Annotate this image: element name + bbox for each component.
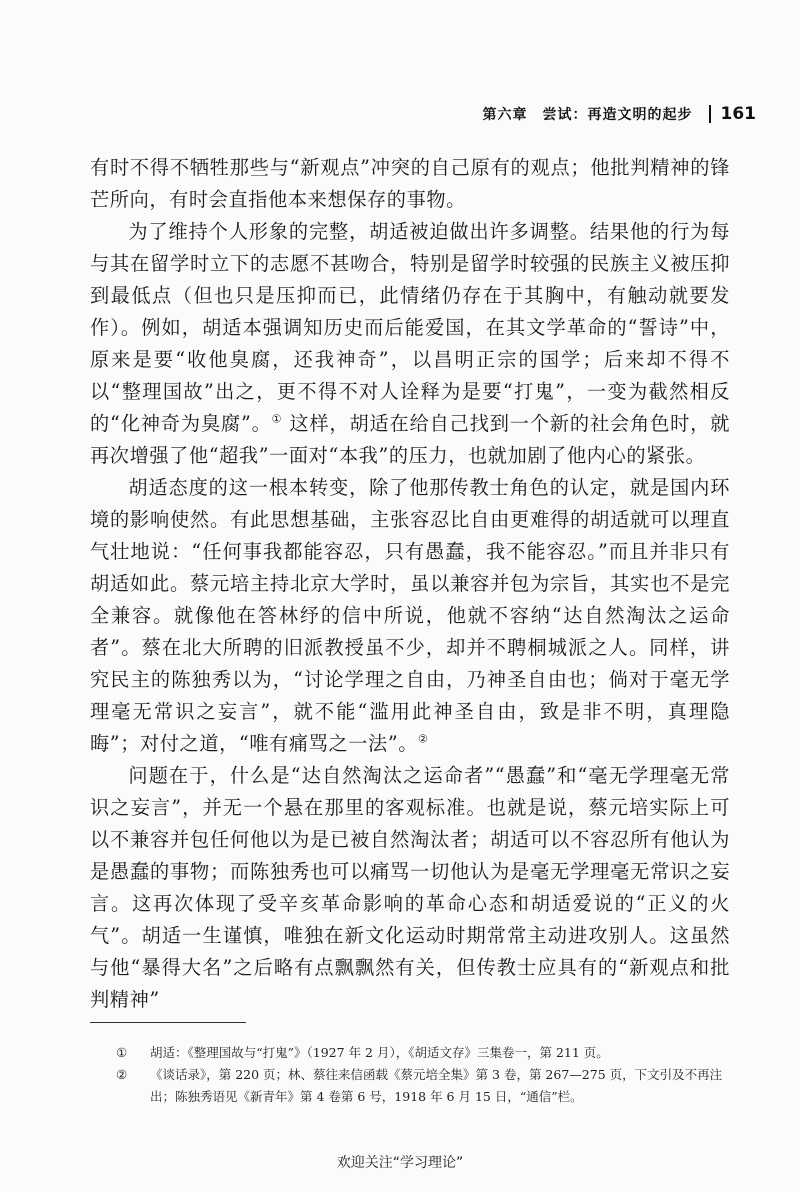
body-text bbox=[90, 152, 730, 1016]
header-divider bbox=[709, 105, 711, 123]
footnotes bbox=[90, 1042, 730, 1108]
running-header bbox=[90, 102, 756, 126]
footnote-divider bbox=[90, 1022, 246, 1023]
footnote-mark: ② bbox=[116, 1067, 128, 1082]
paragraph-3: 胡适态度的这一根本转变，除了他那传教士角色的认定，就是国内环境的影响使然。有此思想基础，主张容忍比自由更难得的胡适就可以理直气壮地说：“任何事我都能容忍，只有愚蠢，我不能容忍。”而且并非只有胡适如此。蔡元培主持北京大学时，虽以兼容并包为宗旨，其实也不是完全兼容。就像他在答林纾的信中所说，他就不容纳“达自然淘汰之运命者”。蔡在北大所聘的旧派教授虽不少，却并不聘桐城派之人。同样，讲究民主的陈独秀以为，“讨论学理之自由，乃神圣自由也；倘对于毫无学理毫无常识之妄言”，就不能“滥用此神圣自由，致是非不明，真理隐晦”；对付之道，“唯有痛骂之一法”。② bbox=[90, 476, 730, 755]
footnote-ref-1[interactable]: ① bbox=[271, 412, 283, 426]
page-number: 161 bbox=[720, 104, 756, 124]
footnote-2 bbox=[90, 1064, 730, 1108]
paragraph-4: 问题在于，什么是“达自然淘汰之运命者”“愚蠢”和“毫无学理毫无常识之妄言”，并无一个悬在那里的客观标准。也就是说，蔡元培实际上可以不兼容并包任何他以为是已被自然淘汰者；胡适可以不容忍所有他认为是愚蠢的事物；而陈独秀也可以痛骂一切他认为是毫无学理毫无常识之妄言。这再次体现了受辛亥革命影响的革命心态和胡适爱说的“正义的火气”。胡适一生谨慎，唯独在新文化运动时期常常主动进攻别人。这虽然与他“暴得大名”之后略有点飘飘然有关，但传教士应具有的“新观点和批判精神” bbox=[90, 764, 730, 1011]
footnote-mark: ① bbox=[116, 1045, 128, 1060]
footnote-ref-2[interactable]: ② bbox=[418, 732, 429, 746]
paragraph-2: 为了维持个人形象的完整，胡适被迫做出许多调整。结果他的行为每与其在留学时立下的志愿不甚吻合，特别是留学时较强的民族主义被压抑到最低点（但也只是压抑而已，此情绪仍存在于其胸中，有触动就要发作）。例如，胡适本强调知历史而后能爱国，在其文学革命的“誓诗”中，原来是要“收他臭腐，还我神奇”，以昌明正宗的国学；后来却不得不以“整理国故”出之，更不得不对人诠释为是要“打鬼”，一变为截然相反的“化神奇为臭腐”。① 这样，胡适在给自己找到一个新的社会角色时，就再次增强了他“超我”一面对“本我”的压力，也就加剧了他内心的紧张。 bbox=[90, 220, 730, 467]
footnote-1 bbox=[90, 1042, 730, 1064]
paragraph-1: 有时不得不牺牲那些与“新观点”冲突的自己原有的观点；他批判精神的锋芒所向，有时会直指他本来想保存的事物。 bbox=[90, 156, 730, 211]
footnote-text: 胡适：《整理国故与“打鬼”》（1927 年 2 月），《胡适文存》三集卷一，第 211 页。 bbox=[150, 1045, 609, 1060]
footnote-text: 《谈话录》，第 220 页；林、蔡往来信函载《蔡元培全集》第 3 卷，第 267—275 页，下文引及不再注出；陈独秀语见《新青年》第 4 卷第 6 号，1918 年 6 月 15 日，“通信”栏。 bbox=[150, 1067, 723, 1104]
footer-watermark: 欢迎关注“学习理论” bbox=[336, 1155, 464, 1171]
chapter-title: 第六章 尝试：再造文明的起步 bbox=[482, 107, 693, 123]
